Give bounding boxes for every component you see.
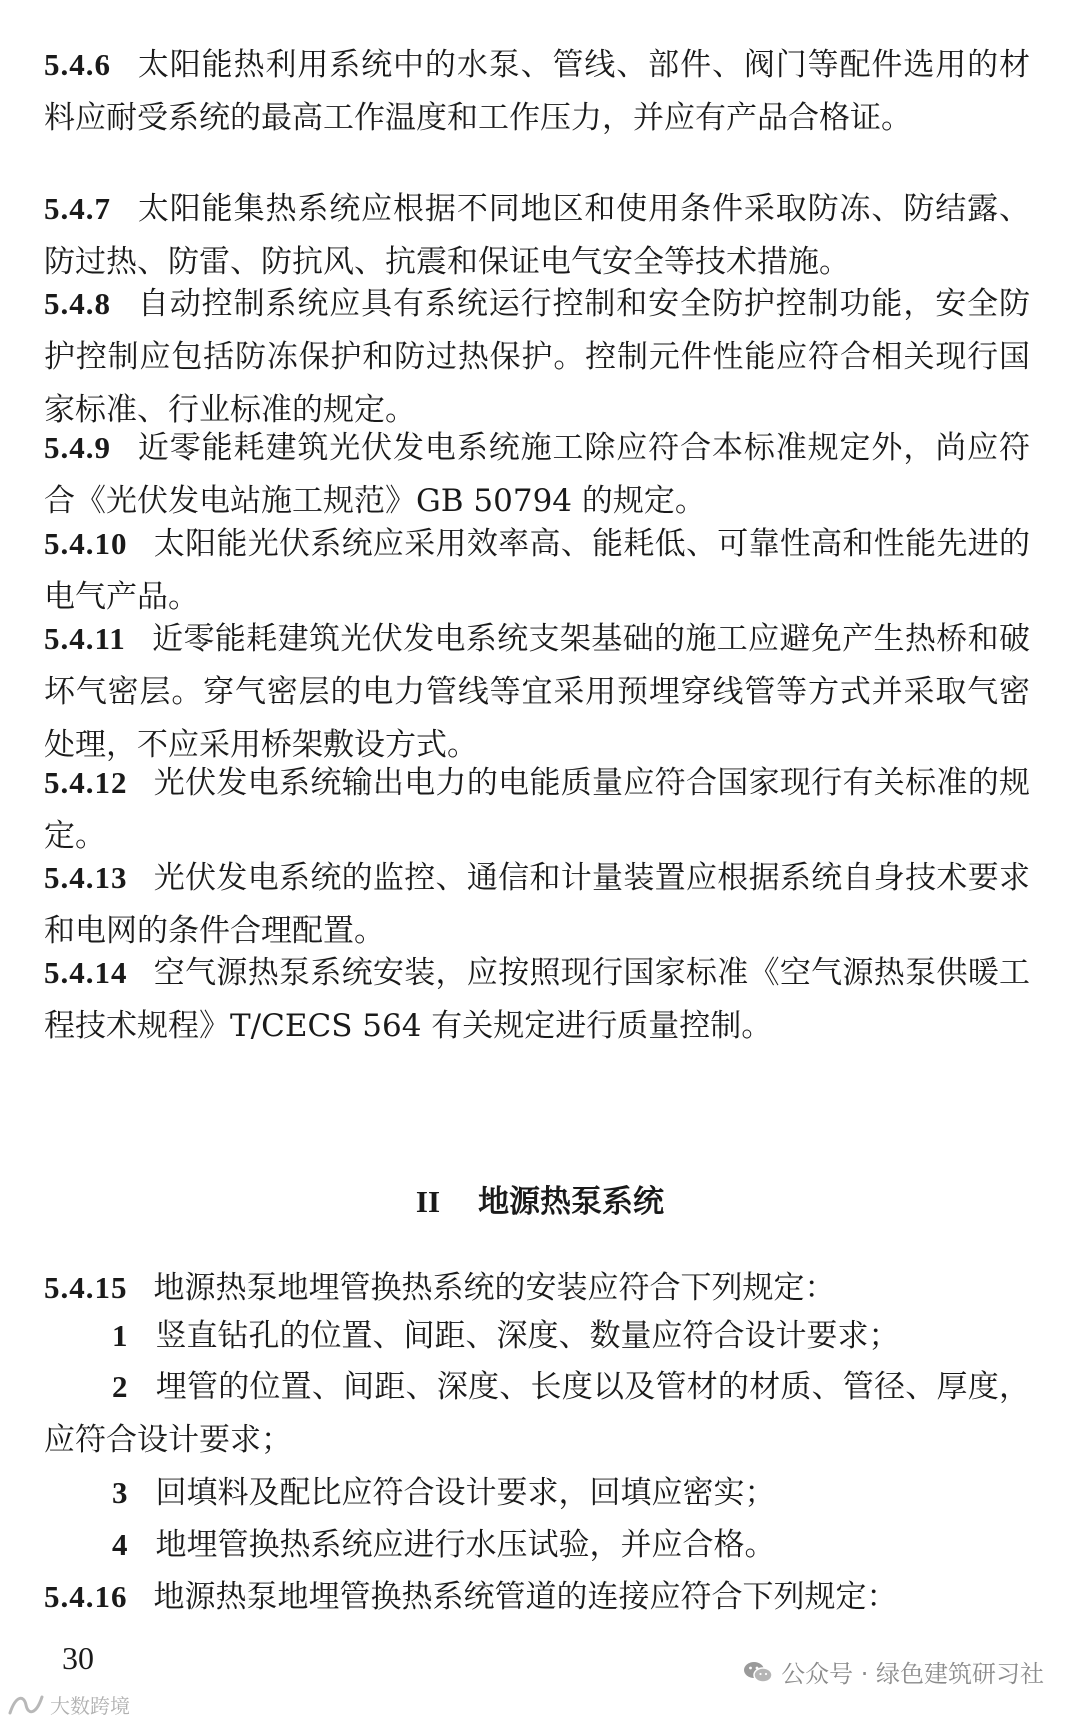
clause-number: 5.4.6 xyxy=(44,47,111,82)
brand-logo-icon xyxy=(6,1693,46,1717)
clause-text: 太阳能集热系统应根据不同地区和使用条件采取防冻、防结露、防过热、防雷、防抗风、抗震和保证电气安全等技术措施。 xyxy=(44,191,1030,280)
watermark-brand xyxy=(6,1690,130,1719)
item-number: 1 xyxy=(112,1318,128,1353)
clause-5-4-8 xyxy=(44,277,1030,437)
clause-text: 自动控制系统应具有系统运行控制和安全防护控制功能，安全防护控制应包括防冻保护和防过热保护。控制元件性能应符合相关现行国家标准、行业标准的规定。 xyxy=(44,286,1030,428)
item-text: 埋管的位置、间距、深度、长度以及管材的材质、管径、厚度，应符合设计要求； xyxy=(44,1369,1030,1458)
clause-number: 5.4.16 xyxy=(44,1579,128,1614)
clause-number: 5.4.9 xyxy=(44,430,111,465)
section-roman-numeral: II xyxy=(415,1184,441,1219)
item-number: 4 xyxy=(112,1527,128,1562)
list-item-4 xyxy=(44,1518,1030,1572)
list-item-3 xyxy=(44,1466,1030,1520)
clause-number: 5.4.11 xyxy=(44,621,126,656)
clause-5-4-6 xyxy=(44,38,1030,145)
section-heading xyxy=(0,1175,1080,1229)
item-text: 地埋管换热系统应进行水压试验，并应合格。 xyxy=(155,1527,776,1563)
clause-5-4-13 xyxy=(44,851,1030,958)
watermark-public-account xyxy=(743,1654,1044,1689)
item-text: 竖直钻孔的位置、间距、深度、数量应符合设计要求； xyxy=(155,1318,900,1354)
page-number: 30 xyxy=(62,1640,94,1676)
section-title-text: 地源热泵系统 xyxy=(478,1184,665,1220)
list-item-2 xyxy=(44,1360,1030,1467)
clause-text: 太阳能光伏系统应采用效率高、能耗低、可靠性高和性能先进的电气产品。 xyxy=(44,526,1030,615)
list-item-1 xyxy=(44,1309,1030,1363)
clause-number: 5.4.15 xyxy=(44,1270,128,1305)
clause-text: 空气源热泵系统安装，应按照现行国家标准《空气源热泵供暖工程技术规程》T/CECS 564 有关规定进行质量控制。 xyxy=(44,955,1030,1044)
clause-text: 光伏发电系统输出电力的电能质量应符合国家现行有关标准的规定。 xyxy=(44,765,1030,854)
clause-number: 5.4.13 xyxy=(44,860,128,895)
item-text: 回填料及配比应符合设计要求，回填应密实； xyxy=(155,1475,776,1511)
clause-text: 太阳能热利用系统中的水泵、管线、部件、阀门等配件选用的材料应耐受系统的最高工作温度和工作压力，并应有产品合格证。 xyxy=(44,47,1030,136)
item-number: 3 xyxy=(112,1475,128,1510)
clause-5-4-9 xyxy=(44,421,1030,528)
clause-5-4-16 xyxy=(44,1570,1030,1624)
clause-number: 5.4.8 xyxy=(44,286,111,321)
wechat-icon xyxy=(743,1660,773,1684)
clause-number: 5.4.12 xyxy=(44,765,128,800)
clause-number: 5.4.14 xyxy=(44,955,128,990)
clause-text: 光伏发电系统的监控、通信和计量装置应根据系统自身技术要求和电网的条件合理配置。 xyxy=(44,860,1030,949)
clause-5-4-7 xyxy=(44,182,1030,289)
clause-text: 近零能耗建筑光伏发电系统施工除应符合本标准规定外，尚应符合《光伏发电站施工规范》GB 50794 的规定。 xyxy=(44,430,1030,519)
watermark-brand-text: 大数跨境 xyxy=(50,1694,130,1718)
watermark-text: 公众号 · 绿色建筑研习社 xyxy=(781,1660,1044,1688)
clause-text: 近零能耗建筑光伏发电系统支架基础的施工应避免产生热桥和破坏气密层。穿气密层的电力管线等宜采用预埋穿线管等方式并采取气密处理，不应采用桥架敷设方式。 xyxy=(44,621,1030,763)
clause-5-4-12 xyxy=(44,756,1030,863)
clause-5-4-10 xyxy=(44,517,1030,624)
clause-number: 5.4.10 xyxy=(44,526,128,561)
clause-5-4-11 xyxy=(44,612,1030,772)
clause-number: 5.4.7 xyxy=(44,191,111,226)
clause-text: 地源热泵地埋管换热系统管道的连接应符合下列规定： xyxy=(153,1579,898,1615)
clause-5-4-14 xyxy=(44,946,1030,1053)
clause-5-4-15 xyxy=(44,1261,1030,1315)
item-number: 2 xyxy=(112,1369,128,1404)
clause-text: 地源热泵地埋管换热系统的安装应符合下列规定： xyxy=(153,1270,836,1306)
